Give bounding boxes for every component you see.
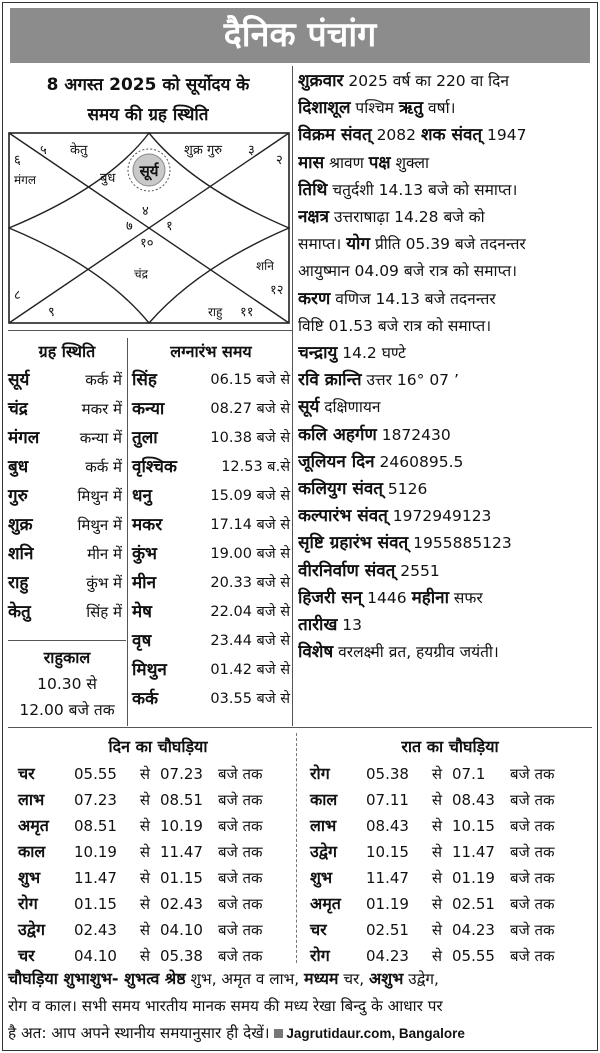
planet-chandra: चंद्र xyxy=(134,267,148,281)
table-row: शुक्र मिथुन में xyxy=(8,515,122,535)
house-9: ९ xyxy=(48,305,55,320)
house-8: ८ xyxy=(14,288,21,303)
rahukaal-start: 10.30 से xyxy=(37,675,97,693)
din-heading: दिन का चौघड़िया xyxy=(108,737,208,756)
detail-line: करण वणिज 14.13 बजे तदनन्तर xyxy=(298,288,496,309)
raat-heading: रात का चौघड़िया xyxy=(401,737,499,756)
table-row: धनु 15.09 बजे से xyxy=(132,486,290,506)
table-row: मेष 22.04 बजे से xyxy=(132,602,290,622)
detail-line: दिशाशूल पश्चिम ऋतु वर्षा। xyxy=(298,98,456,119)
house-1: १ xyxy=(166,219,173,234)
graha-table xyxy=(8,338,126,627)
house-5: ५ xyxy=(40,143,47,158)
footer-line-3: है अत: आप अपने स्थानीय समयानुसार ही देखें। Jagrutidaur.com, Bangalore xyxy=(8,1024,465,1042)
table-row: मकर 17.14 बजे से xyxy=(132,515,290,535)
sun-label: सूर्य xyxy=(139,162,159,180)
table-row: कर्क 03.55 बजे से xyxy=(132,689,290,709)
table-row: चर 04.10 से 05.38 बजे तक xyxy=(18,946,263,965)
detail-line: वीरनिर्वाण संवत् 2551 xyxy=(298,560,440,581)
table-row: राहु कुंभ में xyxy=(8,573,122,593)
panchang-details xyxy=(298,68,593,666)
table-row: बुध कर्क में xyxy=(8,457,122,477)
page-title: दैनिक पंचांग xyxy=(10,8,590,63)
table-row: सूर्य कर्क में xyxy=(8,370,122,390)
planet-ketu: केतु xyxy=(70,143,88,158)
table-row: काल 10.19 से 11.47 बजे तक xyxy=(18,842,263,861)
chart-heading-line-2: समय की ग्रह स्थिति xyxy=(87,105,209,125)
detail-line: आयुष्मान 04.09 बजे रात्र को समाप्त। xyxy=(298,262,518,281)
table-row: चर 02.51 से 04.23 बजे तक xyxy=(310,920,555,939)
chart-heading-line-1: 8 अगस्त 2025 को सूर्योदय के xyxy=(46,75,250,95)
table-row: तुला 10.38 बजे से xyxy=(132,428,290,448)
detail-line: शुक्रवार 2025 वर्ष का 220 वा दिन xyxy=(298,71,510,91)
column-divider xyxy=(292,66,293,726)
house-4: ४ xyxy=(142,204,149,219)
table-divider xyxy=(127,338,128,726)
square-icon xyxy=(274,1029,283,1038)
section-divider xyxy=(8,727,592,728)
house-7: ७ xyxy=(126,219,133,234)
table-row: वृष 23.44 बजे से xyxy=(132,631,290,651)
lagna-heading: लग्नारंभ समय xyxy=(170,342,252,361)
house-2: २ xyxy=(276,153,283,168)
table-row: काल 07.11 से 08.43 बजे तक xyxy=(310,790,555,809)
detail-line: चन्द्रायु 14.2 घण्टे xyxy=(298,343,406,364)
planet-shani: शनि xyxy=(256,259,274,273)
detail-line: कल्पारंभ संवत् 1972949123 xyxy=(298,506,492,527)
table-row: शनि मीन में xyxy=(8,544,122,564)
planet-rahu: राहु xyxy=(208,305,223,319)
table-row: अमृत 01.19 से 02.51 बजे तक xyxy=(310,894,555,913)
kundli-chart xyxy=(8,132,290,324)
detail-line: नक्षत्र उत्तराषाढ़ा 14.28 बजे को xyxy=(298,207,485,228)
lagna-table xyxy=(132,338,290,714)
house-6: ६ xyxy=(14,153,21,168)
footer-line-1: चौघड़िया शुभाशुभ- शुभत्व श्रेष्ठ शुभ, अमृत व लाभ, मध्यम चर, अशुभ उद्वेग, xyxy=(8,969,439,988)
house-11: ११ xyxy=(240,305,254,320)
table-row: मिथुन 01.42 बजे से xyxy=(132,660,290,680)
detail-line: सूर्य दक्षिणायन xyxy=(298,397,381,418)
table-row: अमृत 08.51 से 10.19 बजे तक xyxy=(18,816,263,835)
din-choghadiya xyxy=(18,733,298,969)
table-row: शुभ 11.47 से 01.19 बजे तक xyxy=(310,868,555,887)
table-row: उद्वेग 02.43 से 04.10 बजे तक xyxy=(18,920,263,939)
table-row: रोग 04.23 से 05.55 बजे तक xyxy=(310,946,555,965)
rahukaal-heading: राहुकाल xyxy=(43,648,91,667)
table-row: केतु सिंह में xyxy=(8,602,122,622)
detail-line: जूलियन दिन 2460895.5 xyxy=(298,451,464,472)
choghadiya-divider xyxy=(296,733,297,963)
table-row: चंद्र मकर में xyxy=(8,399,122,419)
detail-line: समाप्त। योग प्रीति 05.39 बजे तदनन्तर xyxy=(298,234,526,255)
detail-line: तारीख 13 xyxy=(298,615,363,636)
table-row: मीन 20.33 बजे से xyxy=(132,573,290,593)
planet-mangal: मंगल xyxy=(14,173,37,187)
rahukaal-box xyxy=(8,645,126,723)
detail-line: विक्रम संवत् 2082 शक संवत् 1947 xyxy=(298,125,527,146)
planet-budh: बुध xyxy=(100,171,116,186)
table-row: चर 05.55 से 07.23 बजे तक xyxy=(18,764,263,783)
detail-line: कलि अहर्गण 1872430 xyxy=(298,424,451,445)
footer-line-2: रोग व काल। सभी समय भारतीय मानक समय की मध्य रेखा बिन्दु के आधार पर xyxy=(8,997,443,1015)
table-row: मंगल कन्या में xyxy=(8,428,122,448)
detail-line: कलियुग संवत् 5126 xyxy=(298,479,428,500)
detail-line: मास श्रावण पक्ष शुक्ला xyxy=(298,152,430,173)
planet-shukra-guru: शुक्र गुरु xyxy=(184,143,223,158)
site-credit: Jagrutidaur.com, Bangalore xyxy=(286,1026,465,1041)
rahukaal-end: 12.00 बजे तक xyxy=(19,701,115,719)
table-row: सिंह 06.15 बजे से xyxy=(132,370,290,390)
table-row: रोग 05.38 से 07.1 बजे तक xyxy=(310,764,555,783)
detail-line: तिथि चतुर्दशी 14.13 बजे को समाप्त। xyxy=(298,179,518,200)
house-3: ३ xyxy=(248,143,255,158)
table-row: कन्या 08.27 बजे से xyxy=(132,399,290,419)
section-divider xyxy=(8,330,292,331)
table-row: लाभ 08.43 से 10.15 बजे तक xyxy=(310,816,555,835)
detail-line: सृष्टि ग्रहारंभ संवत् 1955885123 xyxy=(298,533,512,554)
detail-line: हिजरी सन् 1446 महीना सफर xyxy=(298,587,483,608)
table-row: लाभ 07.23 से 08.51 बजे तक xyxy=(18,790,263,809)
detail-line: रवि क्रान्ति उत्तर 16° 07 ’ xyxy=(298,370,459,391)
rahukaal-divider xyxy=(8,640,126,641)
table-row: वृश्चिक 12.53 ब.से xyxy=(132,457,290,477)
house-10: १० xyxy=(140,236,154,251)
house-12: १२ xyxy=(270,283,284,298)
graha-heading: ग्रह स्थिति xyxy=(38,342,96,361)
footer-note xyxy=(8,965,594,1047)
table-row: शुभ 11.47 से 01.15 बजे तक xyxy=(18,868,263,887)
table-row: रोग 01.15 से 02.43 बजे तक xyxy=(18,894,263,913)
table-row: कुंभ 19.00 बजे से xyxy=(132,544,290,564)
raat-choghadiya xyxy=(310,733,590,969)
detail-line: विष्टि 01.53 बजे रात्र को समाप्त। xyxy=(298,316,492,335)
chart-heading xyxy=(8,70,288,130)
table-row: गुरु मिथुन में xyxy=(8,486,122,506)
detail-line: विशेष वरलक्ष्मी व्रत, हयग्रीव जयंती। xyxy=(298,642,499,663)
table-row: उद्वेग 10.15 से 11.47 बजे तक xyxy=(310,842,555,861)
